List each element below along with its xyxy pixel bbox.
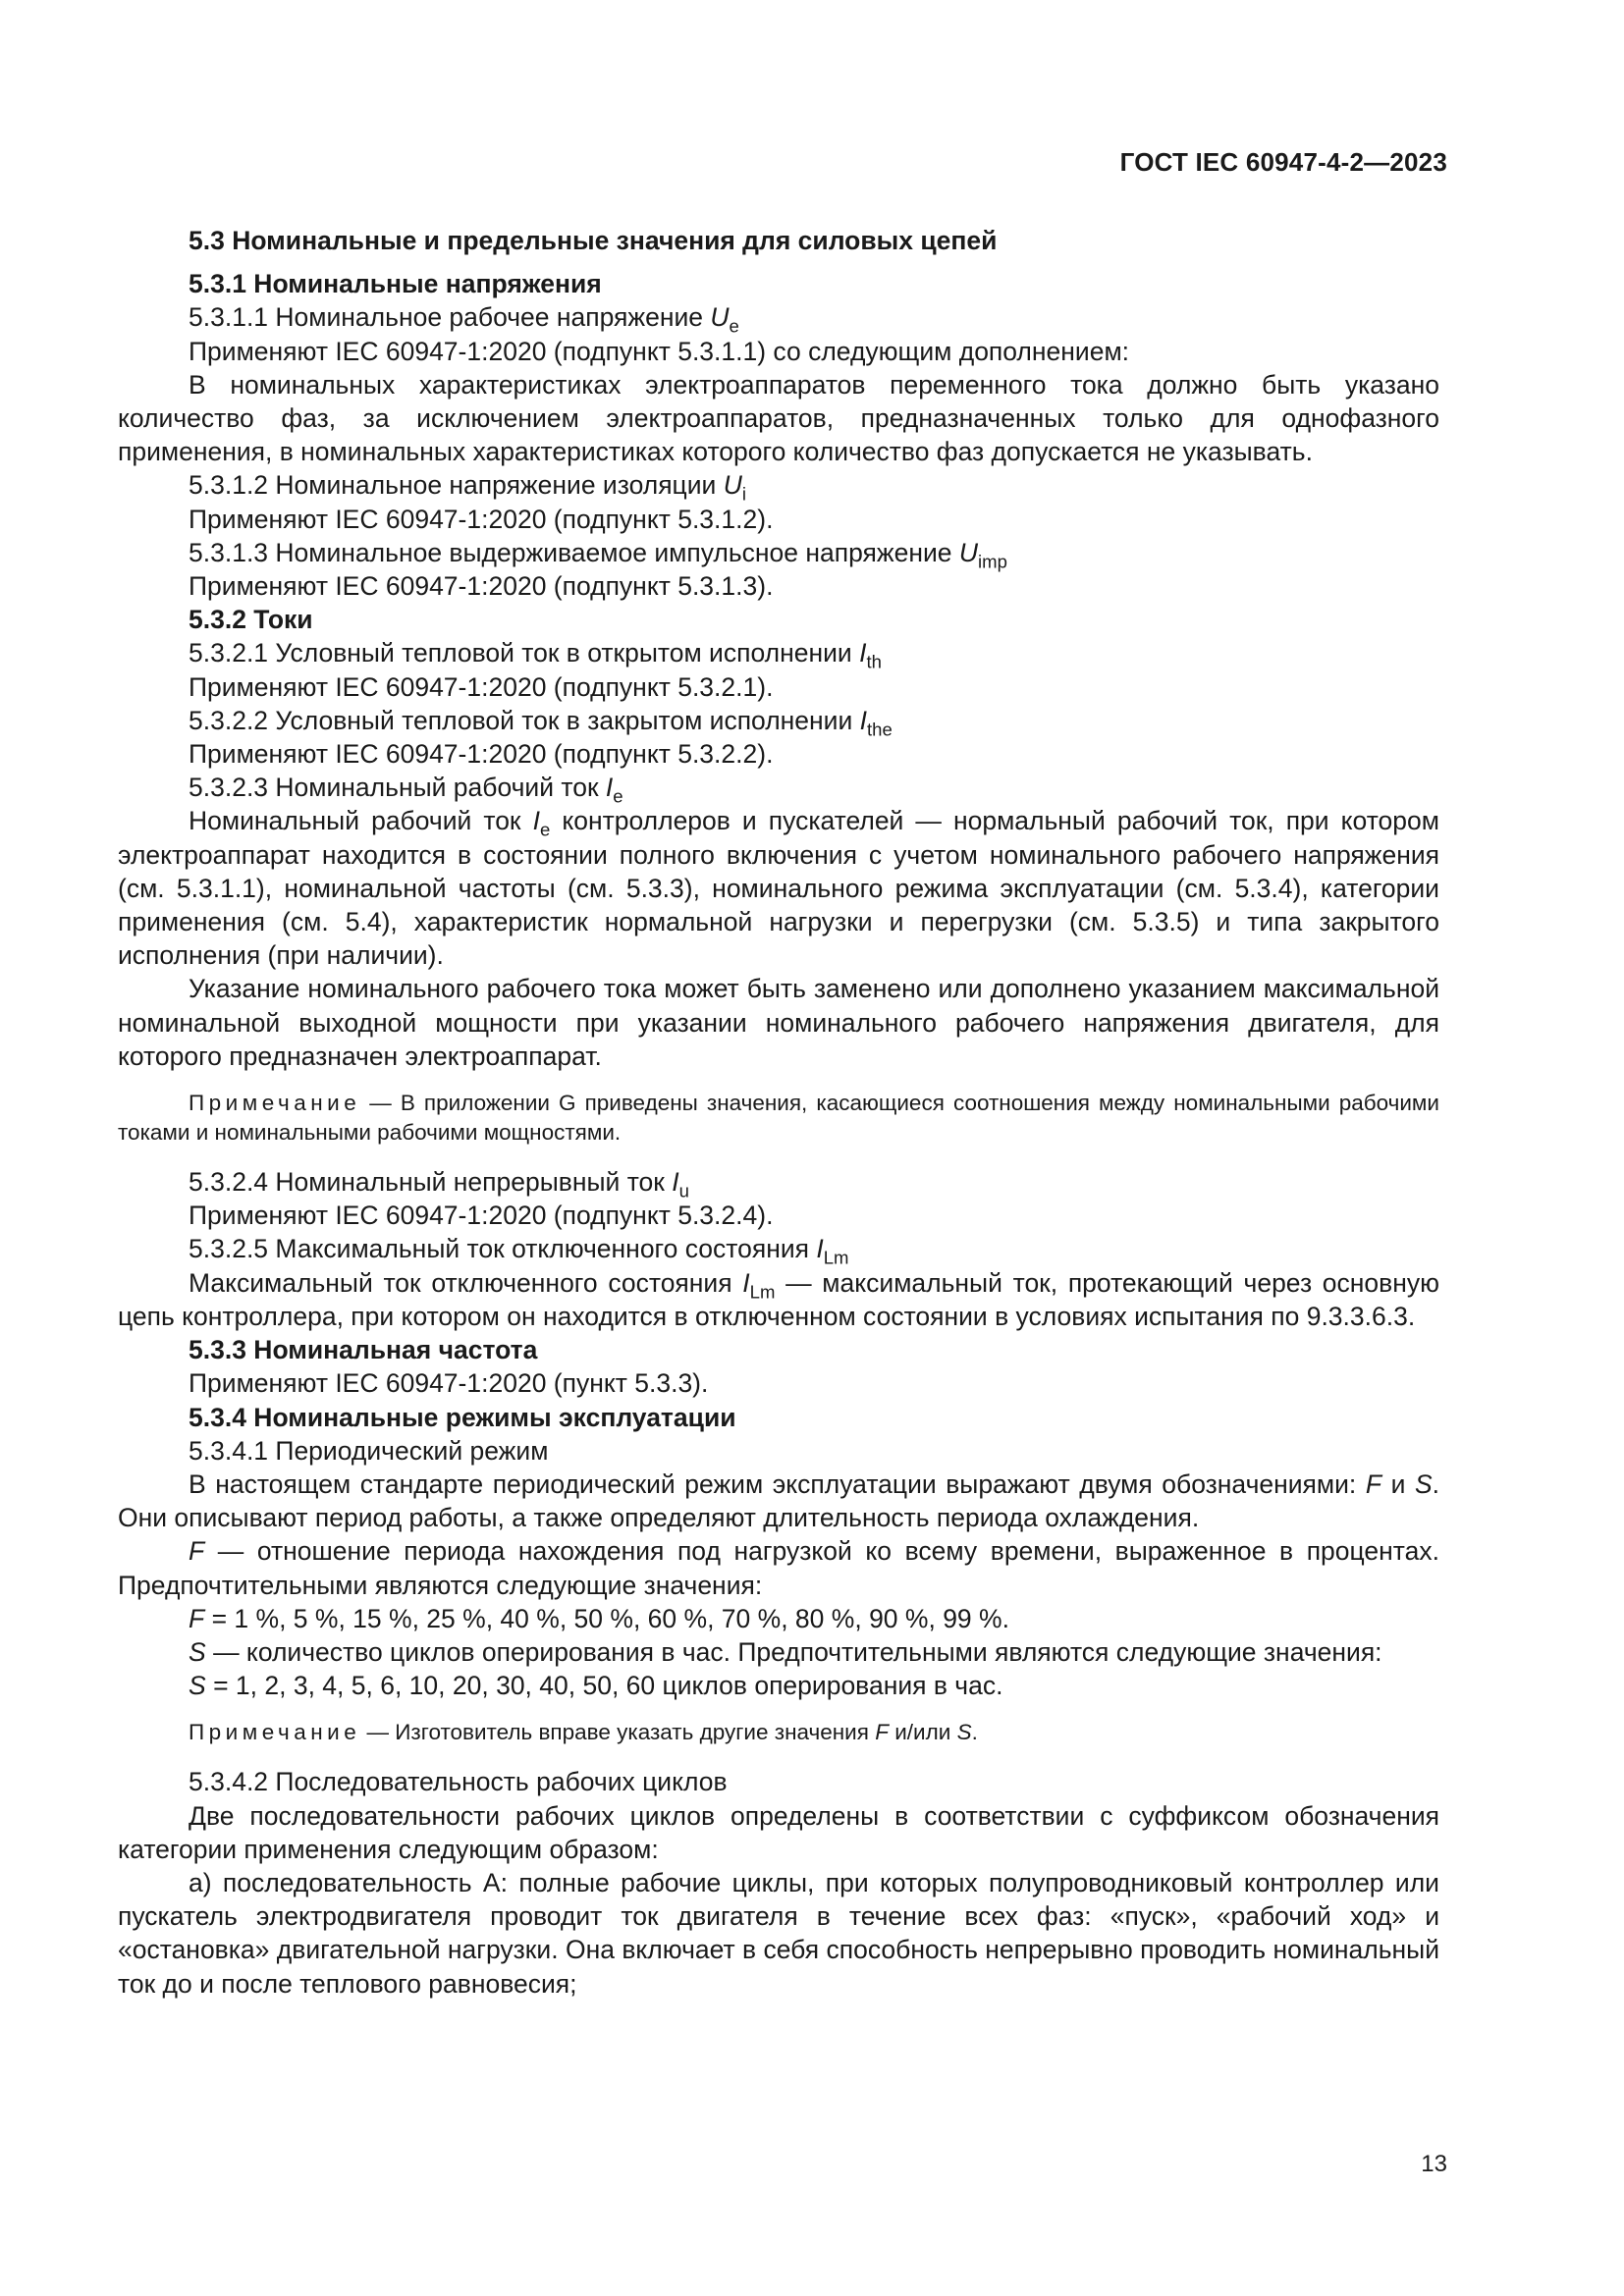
clause-5-3-4-1-title: 5.3.4.1 Периодический режим [189, 1435, 549, 1466]
document-body [118, 224, 1439, 2001]
clause-5-3-4-1-f-definition: F — отношение периода нахождения под нагрузкой ко всему времени, выраженное в процентах. Предпочтительными являются следующие значения: [118, 1536, 1439, 1600]
section-5-3-2-heading: 5.3.2 Токи [189, 605, 313, 635]
clause-5-3-4-1-f-values: F = 1 %, 5 %, 15 %, 25 %, 40 %, 50 %, 60 %, 70 %, 80 %, 90 %, 99 %. [189, 1603, 1009, 1633]
clause-5-3-1-2-title: 5.3.1.2 Номинальное напряжение изоляции $U_i$ [189, 470, 746, 505]
clause-5-3-1-1-body: В номинальных характеристиках электроаппаратов переменного тока должно быть указано количество фаз, за исключением электроаппаратов, предназначенных только для однофазного применения, в номинальных характеристиках которого количество фаз допускается не указывать. [118, 369, 1439, 467]
clause-5-3-2-4-title: 5.3.2.4 Номинальный непрерывный ток $I_u$ [189, 1167, 689, 1201]
clause-5-3-4-2-item-a: a) последовательность A: полные рабочие циклы, при которых полупроводниковый контроллер или пускатель электродвигателя проводит ток двигателя в течение всех фаз: «пуск», «рабочий ход» и «остановка» двигательной нагрузки. Она включает в себя способность непрерывно проводить номинальный ток до и после теплового равновесия; [118, 1867, 1439, 1999]
clause-5-3-4-1-s-values: S = 1, 2, 3, 4, 5, 6, 10, 20, 30, 40, 50, 60 циклов оперирования в час. [189, 1671, 1003, 1701]
clause-5-3-2-2-apply: Применяют IEC 60947-1:2020 (подпункт 5.3.2.2). [189, 739, 774, 770]
clause-5-3-4-2-title: 5.3.4.2 Последовательность рабочих циклов [189, 1767, 728, 1797]
clause-5-3-2-4-apply: Применяют IEC 60947-1:2020 (подпункт 5.3.2.4). [189, 1201, 774, 1231]
clause-5-3-1-3-apply: Применяют IEC 60947-1:2020 (подпункт 5.3.1.3). [189, 571, 774, 602]
clause-5-3-2-5-title: 5.3.2.5 Максимальный ток отключенного состояния $I_{Lm}$ [189, 1234, 849, 1268]
clause-5-3-1-1-title: 5.3.1.1 Номинальное рабочее напряжение $U_e$ [189, 302, 739, 337]
clause-5-3-1-3-title: 5.3.1.3 Номинальное выдерживаемое импульсное напряжение $U_{imp}$ [189, 537, 1007, 572]
clause-5-3-2-3-title: 5.3.2.3 Номинальный рабочий ток $I_e$ [189, 773, 623, 807]
section-5-3-1-heading: 5.3.1 Номинальные напряжения [189, 269, 602, 299]
section-5-3-heading: 5.3 Номинальные и предельные значения для силовых цепей [189, 226, 998, 255]
clause-5-3-3-apply: Применяют IEC 60947-1:2020 (пункт 5.3.3). [189, 1368, 709, 1399]
note-1: Примечание — В приложении G приведены значения, касающиеся соотношения между номинальными рабочими токами и номинальными рабочими мощностями. [118, 1091, 1439, 1146]
section-5-3-4-heading: 5.3.4 Номинальные режимы эксплуатации [189, 1402, 736, 1432]
clause-5-3-4-1-s-definition: S — количество циклов оперирования в час. Предпочтительными являются следующие значения: [189, 1636, 1382, 1667]
note-2: Примечание — Изготовитель вправе указать другие значения F и/или S. [189, 1720, 978, 1745]
clause-5-3-1-1-apply: Применяют IEC 60947-1:2020 (подпункт 5.3.1.1) со следующим дополнением: [189, 336, 1130, 366]
clause-5-3-4-2-body: Две последовательности рабочих циклов определены в соответствии с суффиксом обозначения категории применения следующим образом: [118, 1800, 1439, 1864]
note-label: Примечание [189, 1720, 361, 1745]
clause-5-3-2-2-title: 5.3.2.2 Условный тепловой ток в закрытом исполнении $I_{the}$ [189, 705, 893, 740]
clause-5-3-2-3-body: Номинальный рабочий ток $I_e$ контроллеров и пускателей — нормальный рабочий ток, при котором электроаппарат находится в состоянии полного включения с учетом номинального рабочего напряжения (см. 5.3.1.1), номинальной частоты (см. 5.3.3), номинального режима эксплуатации (см. 5.3.4), категории применения (см. 5.4), характеристик нормальной нагрузки и перегрузки (см. 5.3.5) и типа закрытого исполнения (при наличии). [118, 806, 1439, 971]
section-5-3-3-heading: 5.3.3 Номинальная частота [189, 1335, 538, 1365]
page-number: 13 [1421, 2151, 1447, 2177]
clause-5-3-4-1-body: В настоящем стандарте периодический режим эксплуатации выражают двумя обозначениями: F и S. Они описывают период работы, а также определяют длительность периода охлаждения. [118, 1468, 1439, 1533]
clause-5-3-1-2-apply: Применяют IEC 60947-1:2020 (подпункт 5.3.1.2). [189, 504, 774, 534]
clause-5-3-2-5-body: Максимальный ток отключенного состояния $I_{Lm}$ — максимальный ток, протекающий через основную цепь контроллера, при котором он находится в отключенном состоянии в условиях испытания по 9.3.3.6.3. [118, 1267, 1440, 1331]
clause-5-3-2-1-title: 5.3.2.1 Условный тепловой ток в открытом исполнении $I_{th}$ [189, 638, 882, 672]
clause-5-3-2-3-body2: Указание номинального рабочего тока может быть заменено или дополнено указанием максимальной номинальной выходной мощности при указании номинального рабочего напряжения двигателя, для которого предназначен электроаппарат. [118, 974, 1439, 1071]
clause-5-3-2-1-apply: Применяют IEC 60947-1:2020 (подпункт 5.3.2.1). [189, 671, 774, 702]
document-header: ГОСТ IEC 60947-4-2—2023 [1119, 147, 1447, 177]
note-label: Примечание [189, 1091, 361, 1116]
